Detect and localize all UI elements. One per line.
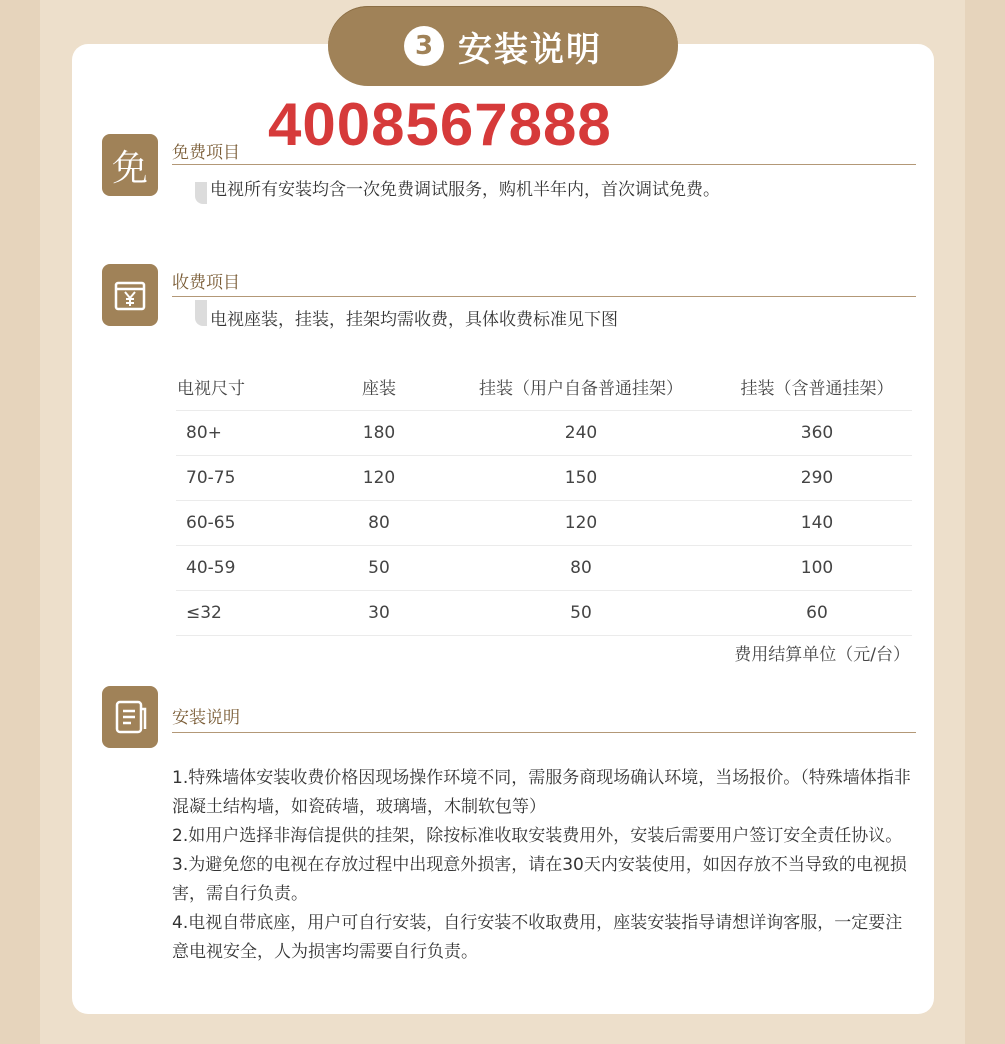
cell-seat: 30 (318, 591, 440, 636)
table-header-row (176, 362, 912, 411)
step-number-badge: 3 (404, 26, 444, 66)
phone-number: 4008567888 (268, 91, 612, 158)
cell-wall-user: 50 (440, 591, 722, 636)
cell-seat: 180 (318, 411, 440, 456)
header-wall-install-with-bracket: 挂装（含普通挂架） (740, 378, 894, 399)
paid-section-divider (172, 296, 916, 297)
install-section-title: 安装说明 (172, 708, 240, 728)
table-row (176, 456, 912, 501)
background-right-strip (965, 0, 1005, 1044)
cell-seat: 80 (318, 501, 440, 546)
background-left-strip (0, 0, 40, 1044)
cell-wall-included: 360 (722, 411, 912, 456)
table-row (176, 411, 912, 456)
yen-document-icon (102, 264, 158, 326)
cell-size: 70-75 (176, 456, 318, 501)
section-header-title: 安装说明 (458, 29, 602, 70)
cell-wall-included: 100 (722, 546, 912, 591)
install-note-item: 4.电视自带底座，用户可自行安装，自行安装不收取费用，座装安装指导请想详询客服，一定要注意电视安全，人为损害均需要自行负责。 (172, 913, 903, 962)
install-note-item: 2.如用户选择非海信提供的挂架，除按标准收取安装费用外，安装后需要用户签订安全责任协议。 (172, 826, 903, 846)
cell-wall-user: 80 (440, 546, 722, 591)
free-section-divider (172, 164, 916, 165)
section-header-pill (328, 6, 678, 86)
cell-size: 40-59 (176, 546, 318, 591)
install-notes-list (172, 764, 914, 967)
header-tv-size: 电视尺寸 (177, 378, 245, 399)
free-section-tab-marker (195, 182, 207, 204)
document-icon (102, 686, 158, 748)
install-section-divider (172, 732, 916, 733)
cell-wall-user: 150 (440, 456, 722, 501)
cell-wall-included: 140 (722, 501, 912, 546)
cell-size: 80+ (176, 411, 318, 456)
install-note-item: 1.特殊墙体安装收费价格因现场操作环境不同，需服务商现场确认环境，当场报价。（特殊墙体指非混凝土结构墙，如瓷砖墙，玻璃墙，木制软包等） (172, 768, 911, 817)
table-row (176, 546, 912, 591)
header-wall-install-user-bracket: 挂装（用户自备普通挂架） (479, 378, 683, 399)
cell-wall-included: 290 (722, 456, 912, 501)
paid-section-text: 电视座装，挂装，挂架均需收费，具体收费标准见下图 (210, 310, 618, 330)
free-section-title: 免费项目 (172, 143, 240, 163)
price-unit-note: 费用结算单位（元/台） (734, 645, 910, 665)
cell-wall-user: 120 (440, 501, 722, 546)
table-row (176, 591, 912, 636)
paid-section-title: 收费项目 (172, 273, 240, 293)
table-row (176, 501, 912, 546)
install-note-item: 3.为避免您的电视在存放过程中出现意外损害，请在30天内安装使用，如因存放不当导致的电视损害，需自行负责。 (172, 855, 907, 904)
paid-section-tab-marker (195, 300, 207, 326)
header-seat-install: 座装 (362, 378, 396, 399)
cell-seat: 120 (318, 456, 440, 501)
price-table (176, 362, 912, 636)
cell-wall-user: 240 (440, 411, 722, 456)
cell-wall-included: 60 (722, 591, 912, 636)
mian-character-icon: 免 (102, 134, 158, 196)
cell-seat: 50 (318, 546, 440, 591)
cell-size: 60-65 (176, 501, 318, 546)
cell-size: ≤32 (176, 591, 318, 636)
free-section-text: 电视所有安装均含一次免费调试服务，购机半年内，首次调试免费。 (210, 180, 720, 200)
